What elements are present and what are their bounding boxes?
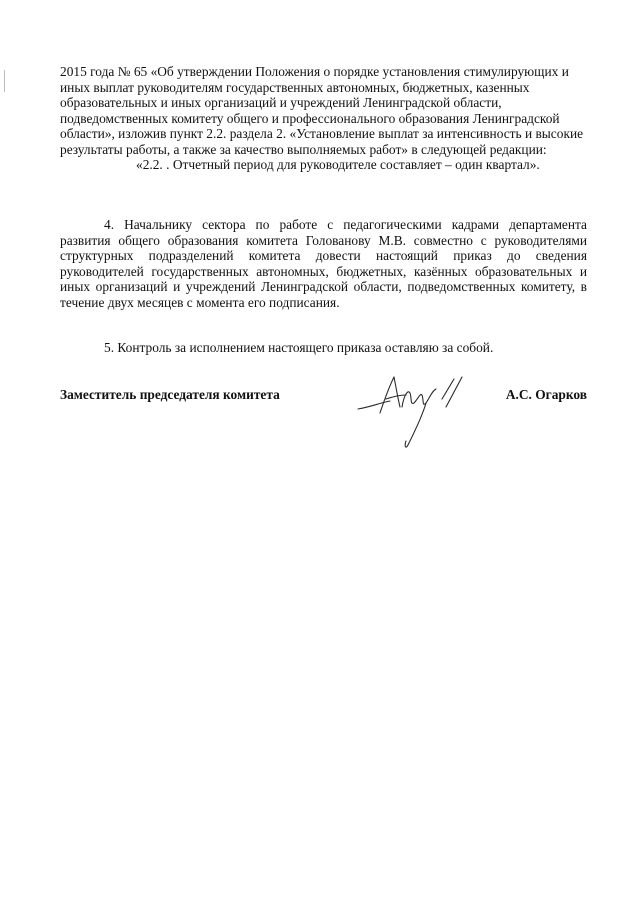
scan-margin-mark <box>4 70 5 92</box>
quoted-clause: «2.2. . Отчетный период для руководителе составляет – один квартал». <box>136 157 540 172</box>
handwritten-signature <box>350 373 480 453</box>
signature-block <box>60 387 587 467</box>
signatory-position: Заместитель председателя комитета <box>60 387 280 402</box>
continued-paragraph <box>60 64 587 173</box>
paragraph-4-text: 4. Начальнику сектора по работе с педагогическими кадрами департамента развития общего образования комитета Голованову М.В. совместно с руководителями структурных подразделений комитета довести настоящий приказ до сведения руководителей государственных автономных, бюджетных, казённых образовательных и иных организаций и учреждений Ленинградской области, подведомственных комитету, в течение двух месяцев с момента его подписания. <box>60 217 587 310</box>
paragraph-5-text: 5. Контроль за исполнением настоящего приказа оставляю за собой. <box>104 340 494 355</box>
paragraph-5 <box>60 340 587 356</box>
continued-paragraph-text: 2015 года № 65 «Об утверждении Положения о порядке установления стимулирующих и иных выплат руководителям государственных автономных, бюджетных, казенных образовательных и иных организаций и учреждений Ленинградской области, подведомственных комитету общего и профессионального образования Ленинградской области», изложив пункт 2.2. раздела 2. «Установление выплат за интенсивность и высокие результаты работы, а также за качество выполняемых работ» в следующей редакции: <box>60 64 584 157</box>
paragraph-4 <box>60 217 587 310</box>
signatory-name: А.С. Огарков <box>505 387 587 402</box>
